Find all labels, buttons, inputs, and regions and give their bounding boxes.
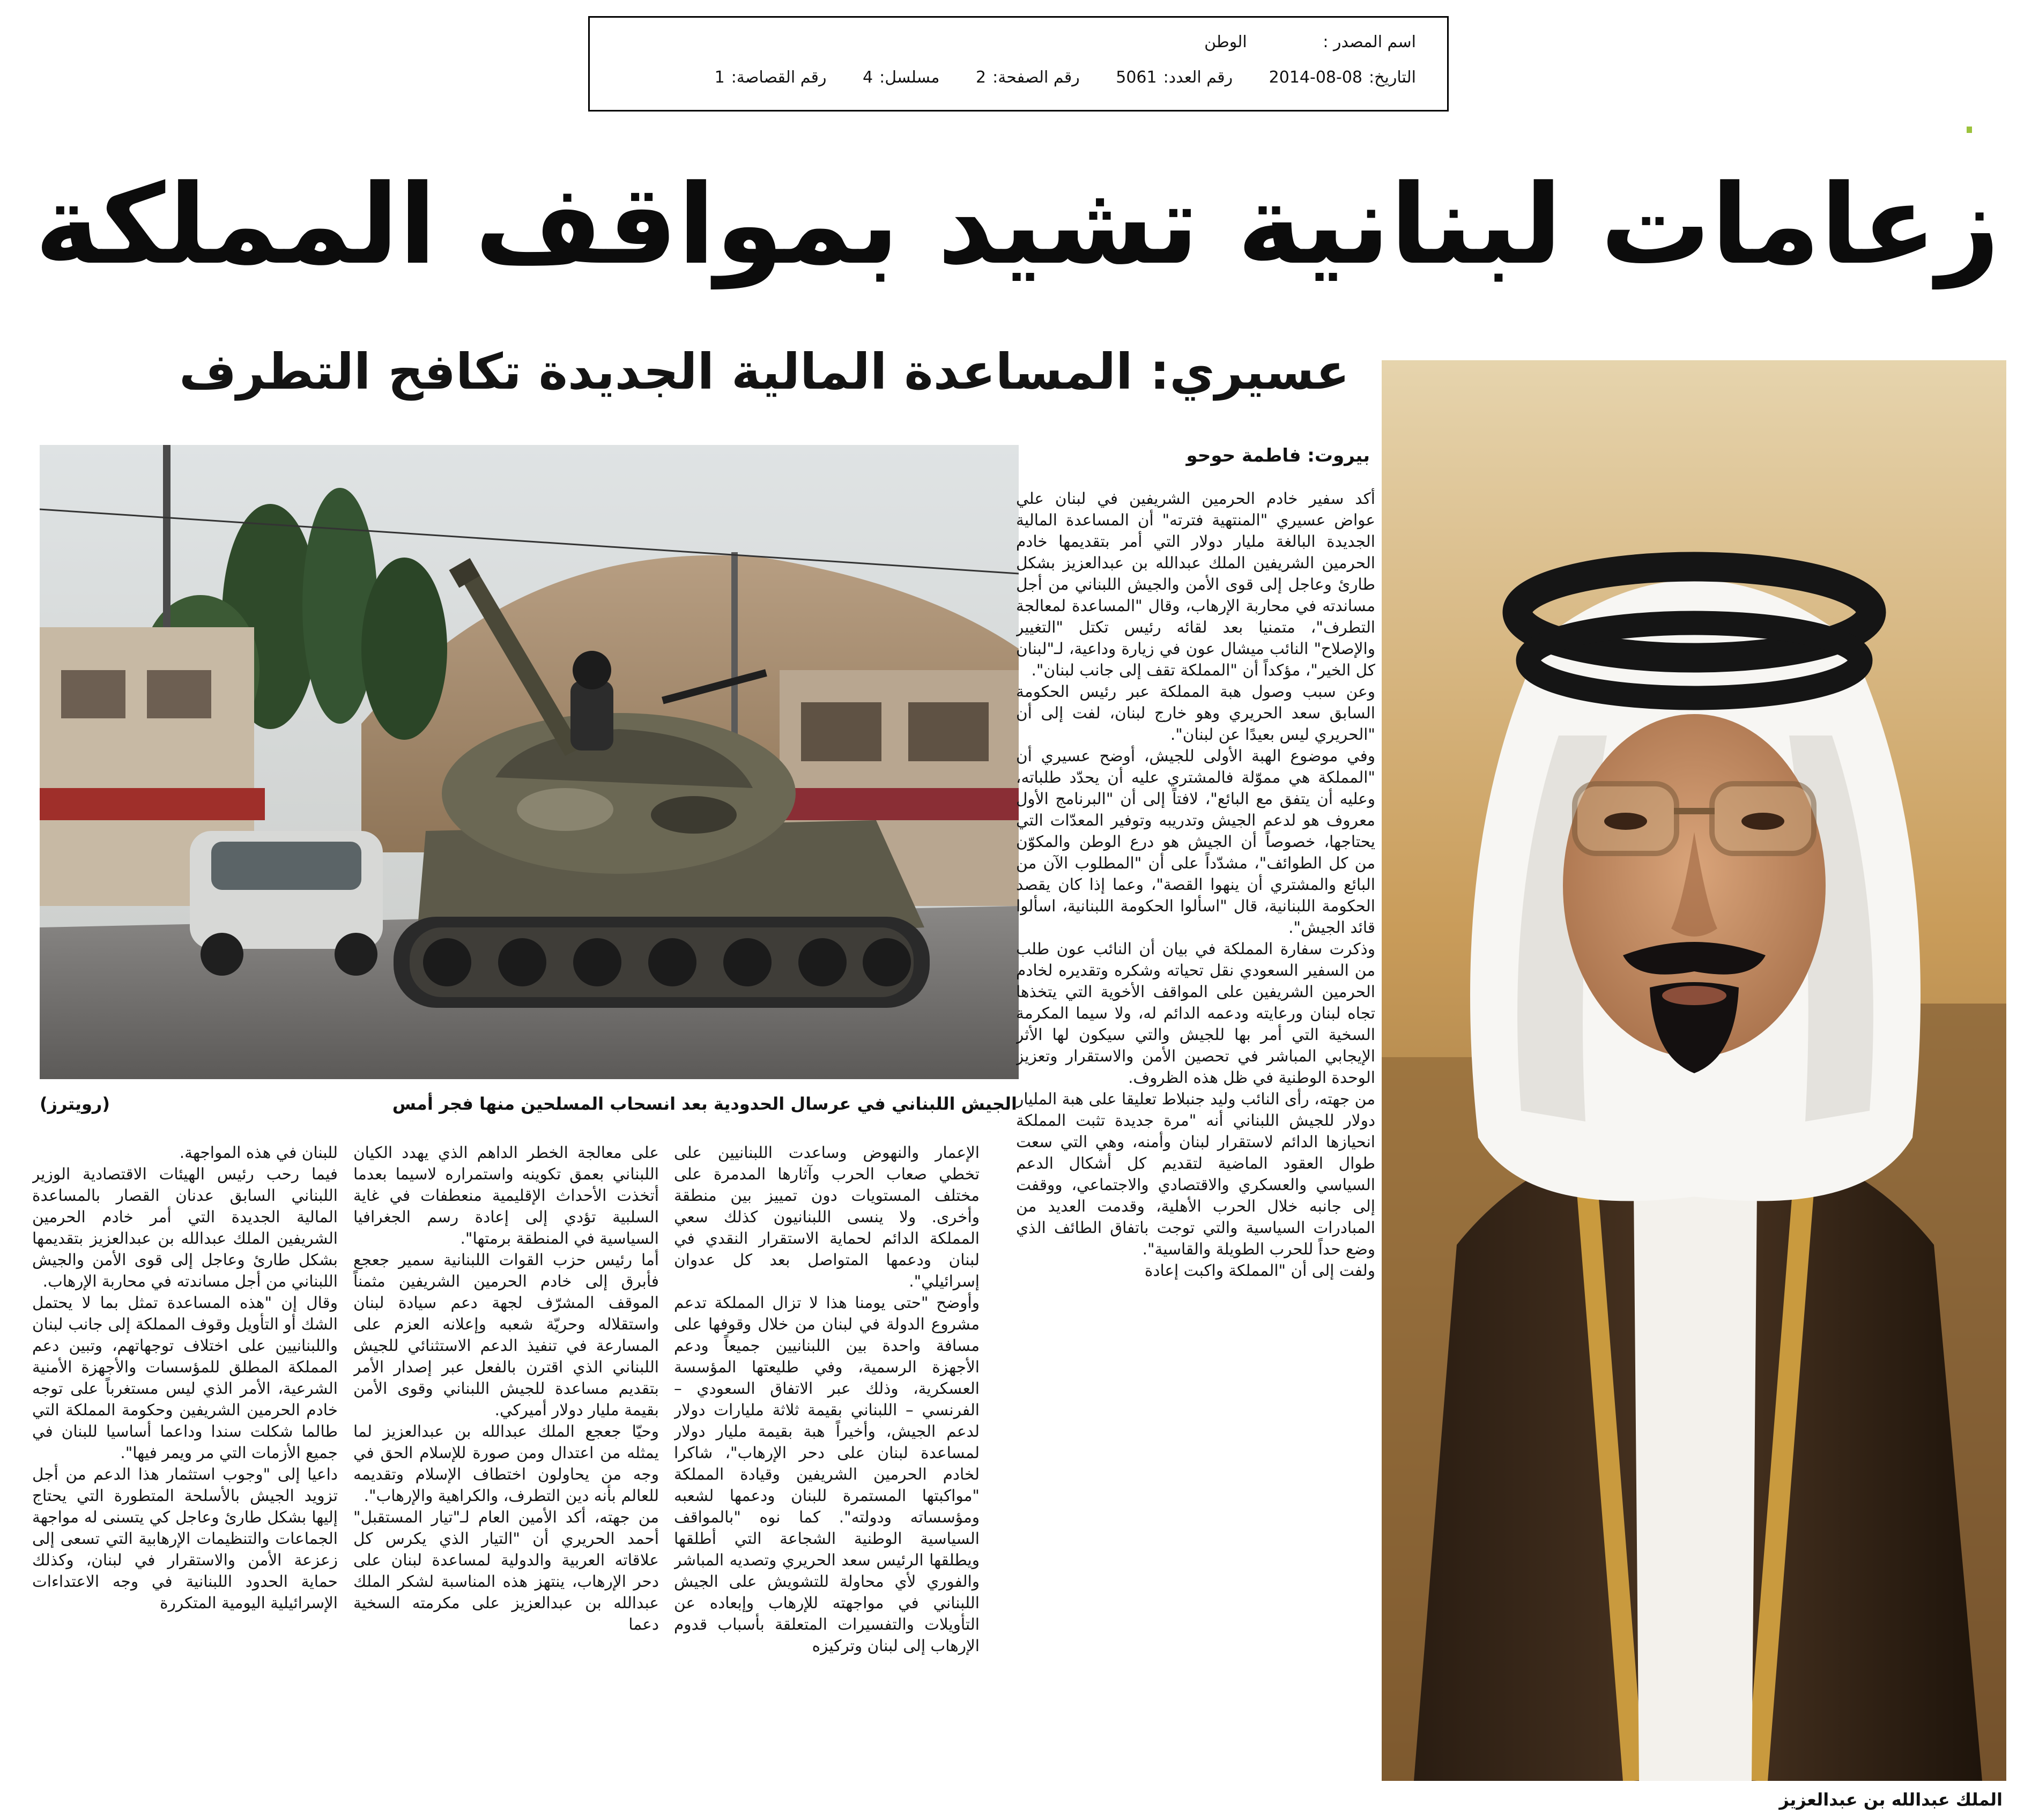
paragraph: وذكرت سفارة المملكة في بيان أن النائب عون طلب من السفير السعودي نقل تحياته وشكره وتقديره لخادم الحرمين الشريفين على المواقف الأخوية التي يتخذها تجاه لبنان ورعايته ودعمه الدائم له، ولا سيما المكرمة السخية التي أمر بها للجيش والتي سيكون لها الأثر الإيجابي المباشر في تحصين الأمن والاستقرار وتعزيز الوحدة الوطنية في ظل هذه الظروف.	[1016, 940, 1375, 1087]
article-column-2	[674, 1142, 980, 1801]
paragraph: وأوضح "حتى يومنا هذا لا تزال المملكة تدعم مشروع الدولة في لبنان من خلال وقوفها على مسافة واحدة بين اللبنانيين جميعاً ودعم الأجهزة الرسمية، وفي طليعتها المؤسسة العسكرية، وذلك عبر الاتفاق السعودي – الفرنسي – اللبناني بقيمة ثلاثة مليارات دولار لدعم الجيش، وأخيراً هبة بقيمة مليار دولار لمساعدة لبنان على دحر الإرهاب"، شاكرا لخادم الحرمين الشريفين وقيادة المملكة "مواكبتها المستمرة للبنان ودعمها لشعبه ومؤسساته ودولته". كما نوه "بالمواقف السياسية الوطنية الشجاعة التي أطلقها ويطلقها الرئيس سعد الحريري وتصديه المباشر والفوري لأي محاولة للتشويش على الجيش اللبناني في مواجهته للإرهاب وإبعاده عن التأويلات والتفسيرات المتعلقة بأسباب قدوم الإرهاب إلى لبنان وتركيزه	[674, 1294, 980, 1655]
paragraph: داعيا إلى "وجوب استثمار هذا الدعم من أجل تزويد الجيش بالأسلحة المتطورة التي يحتاج إليها بشكل طارئ وعاجل كي يتسنى له مواجهة الجماعات والتنظيمات الإرهابية التي تسعى إلى زعزعة الأمن والاستقرار في لبنان، وكذلك حماية الحدود اللبنانية في وجه الاعتداءات الإسرائيلية اليومية المتكررة	[32, 1465, 338, 1612]
source-page-label: رقم الصفحة:	[992, 68, 1080, 87]
source-info-box	[588, 16, 1449, 112]
source-issue-label: رقم العدد:	[1163, 68, 1233, 87]
source-clip-value: 1	[714, 68, 725, 87]
source-details-row	[715, 68, 1416, 87]
paragraph: أكد سفير خادم الحرمين الشريفين في لبنان علي عواض عسيري "المنتهية فترته" أن المساعدة المالية الجديدة البالغة مليار دولار التي أمر بتقديمها خادم الحرمين الشريفين الملك عبدالله بن عبدالعزيز بشكل طارئ وعاجل إلى قوى الأمن والجيش اللبناني من أجل مساندته في محاربة الإرهاب، وقال "المساعدة لمعالجة التطرف"، متمنيا بعد لقائه رئيس تكتل "التغيير والإصلاح" النائب ميشال عون في زيارة وداعية، لـ"لبنان كل الخير"، مؤكداً أن "المملكة تقف إلى جانب لبنان".	[1016, 489, 1375, 679]
paragraph: من جهته، أكد الأمين العام لـ"تيار المستقبل" أحمد الحريري أن "التيار الذي يكرس كل علاقاته العربية والدولية لمساعدة لبنان على دحر الإرهاب، ينتهز هذه المناسبة لشكر الملك عبدالله بن عبدالعزيز على مكرمته السخية دعما	[353, 1508, 659, 1633]
paragraph: وقال إن "هذه المساعدة تمثل بما لا يحتمل الشك أو التأويل وقوف المملكة إلى جانب لبنان واللبنانيين على اختلاف توجهاتهم، وتبين دعم المملكة المطلق للمؤسسات والأجهزة الأمنية الشرعية، الأمر الذي ليس مستغرباً على توجه خادم الحرمين الشريفين وحكومة المملكة التي طالما شكلت سندا وداعما أساسيا للبنان في جميع الأزمات التي مر ويمر فيها".	[32, 1294, 338, 1462]
paragraph: وحيّا جعجع الملك عبدالله بن عبدالعزيز لما يمثله من اعتدال ومن صورة للإسلام الحق في وجه من يحاولون اختطاف الإسلام وتقديمه للعالم بأنه دين التطرف، والكراهية والإرهاب".	[353, 1422, 659, 1505]
army-tank-photo	[40, 445, 1019, 1079]
decorative-mark	[1967, 127, 1972, 133]
paragraph: أما رئيس حزب القوات اللبنانية سمير جعجع فأبرق إلى خادم الحرمين الشريفين مثمناً الموقف المشرّف لجهة دعم سيادة لبنان واستقلاله وحريّة شعبه وإعلانه العزم على المسارعة في تنفيذ الدعم الاستثنائي للجيش اللبناني الذي اقترن بالفعل عبر إصدار الأمر بتقديم مساعدة للجيش اللبناني وقوى الأمن بقيمة مليار دولار أميركي.	[353, 1251, 659, 1419]
source-date-label: التاريخ:	[1369, 68, 1416, 87]
portrait-illustration	[1382, 360, 2006, 1781]
source-date	[1269, 68, 1416, 87]
king-portrait-photo	[1382, 360, 2006, 1781]
paragraph: للبنان في هذه المواجهة.	[179, 1143, 338, 1162]
source-page	[976, 68, 1080, 87]
article-column-1	[1016, 488, 1375, 1801]
source-clip	[715, 68, 827, 87]
source-issue	[1116, 68, 1233, 87]
paragraph: الإعمار والنهوض وساعدت اللبنانيين على تخطي صعاب الحرب وآثارها المدمرة على مختلف المستويات دون تمييز بين منطقة وأخرى. ولا ينسى اللبنانيون كذلك سعي المملكة الدائم لحماية الاستقرار النقدي في لبنان ودعمها المتواصل بعد كل عدوان إسرائيلي".	[674, 1143, 980, 1290]
source-serial-value: 4	[863, 68, 873, 87]
source-page-value: 2	[976, 68, 987, 87]
article-headline: زعامات لبنانية تشيد بمواقف المملكة	[34, 161, 2000, 289]
tank-illustration	[40, 445, 1019, 1079]
paragraph: وفي موضوع الهبة الأولى للجيش، أوضح عسيري أن "المملكة هي مموّلة فالمشتري عليه أن يحدّد طلباته، وعليه أن يتفق مع البائع"، لافتاً إلى أن "البرنامج الأول معروف هو لدعم الجيش وتدريبه وتوفير المعدّات التي يحتاجها، خصوصاً أن الجيش هو درع الوطن والمكوّن من كل الطوائف"، مشدّداً على أن "المطلوب الآن من البائع والمشتري أن ينهوا القصة"، وعما إذا كان يقصد الحكومة اللبنانية، قال "اسألوا الحكومة اللبنانية، اسألوا قائد الجيش".	[1016, 747, 1375, 937]
source-clip-label: رقم القصاصة:	[731, 68, 827, 87]
article-column-4	[32, 1142, 338, 1801]
source-serial	[863, 68, 939, 87]
source-date-value: 2014-08-08	[1269, 68, 1363, 87]
portrait-caption: الملك عبدالله بن عبدالعزيز	[1779, 1789, 2003, 1810]
article-byline: بيروت: فاطمة حوحو	[1186, 445, 1370, 466]
paragraph: وعن سبب وصول هبة المملكة عبر رئيس الحكومة السابق سعد الحريري وهو خارج لبنان، لفت إلى أن "الحريري ليس بعيدًا عن لبنان".	[1016, 682, 1375, 744]
photo-credit: (رويترز)	[40, 1094, 110, 1114]
source-name-label: اسم المصدر :	[1323, 33, 1416, 51]
source-name-value: الوطن	[1204, 33, 1247, 51]
article-subheadline: عسيري: المساعدة المالية الجديدة تكافح التطرف	[179, 343, 1350, 400]
paragraph: فيما رحب رئيس الهيئات الاقتصادية الوزير اللبناني السابق عدنان القصار بالمساعدة المالية الجديدة التي أمر خادم الحرمين الشريفين الملك عبدالله بن عبدالعزيز بتقديمها بشكل طارئ وعاجل إلى قوى الأمن والجيش اللبناني من أجل مساندته في محاربة الإرهاب.	[32, 1165, 338, 1290]
paragraph: على معالجة الخطر الداهم الذي يهدد الكيان اللبناني بعمق تكوينه واستمراره لاسيما بعدما أتخذت الأحداث الإقليمية منعطفات في غاية السلبية تؤدي إلى إعادة رسم الجغرافيا السياسية في المنطقة برمتها".	[353, 1143, 659, 1247]
paragraph: ولفت إلى أن "المملكة واكبت إعادة	[1144, 1261, 1375, 1280]
source-name-row	[1204, 33, 1416, 51]
paragraph: من جهته، رأى النائب وليد جنبلاط تعليقا على هبة المليار دولار للجيش اللبناني أنه "مرة جديدة تثبت المملكة انحيازها الدائم لاستقرار لبنان وأمنه، وهي التي سعت طوال العقود الماضية لتقديم كل أشكال الدعم السياسي والعسكري والاقتصادي والاجتماعي، ووقفت إلى جانبه خلال الحرب الأهلية، وقدمت العديد من المبادرات السياسية والتي توجت باتفاق الطائف الذي وضع حداً للحرب الطويلة والقاسية".	[1016, 1090, 1375, 1258]
photo-caption: الجيش اللبناني في عرسال الحدودية بعد انسحاب المسلحين منها فجر أمس	[392, 1094, 1017, 1114]
article-column-3	[353, 1142, 659, 1801]
source-issue-value: 5061	[1116, 68, 1157, 87]
source-serial-label: مسلسل:	[879, 68, 940, 87]
